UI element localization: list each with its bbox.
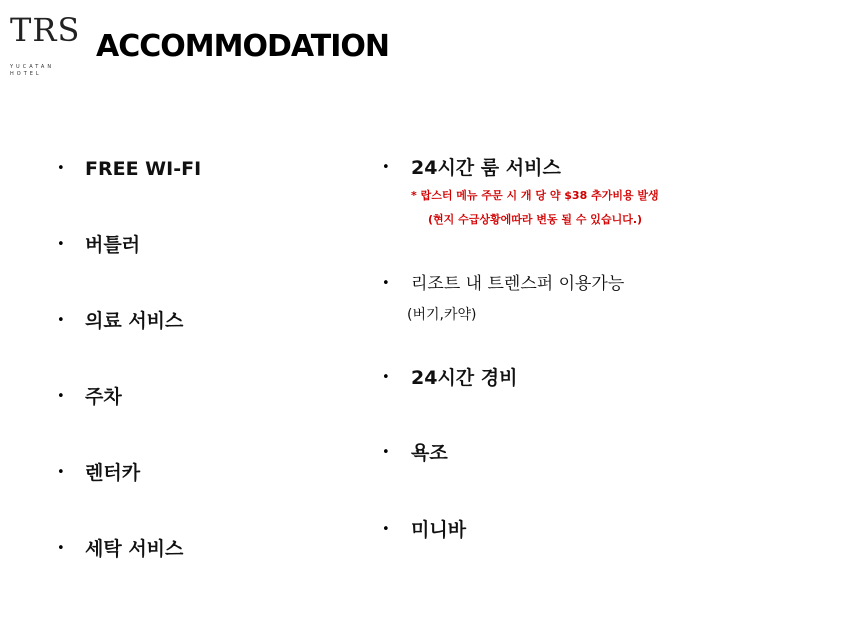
- bullet-icon: •: [57, 389, 65, 404]
- bullet-icon: •: [382, 160, 390, 175]
- bullet-icon: •: [382, 276, 390, 291]
- bullet-icon: •: [382, 445, 390, 460]
- bullet-icon: •: [57, 465, 65, 480]
- transfer-options: (버기,카약): [407, 307, 477, 323]
- page-title: ACCOMMODATION: [96, 29, 389, 64]
- amenity-label: 주차: [85, 386, 122, 408]
- amenity-label: 욕조: [411, 442, 448, 464]
- logo-subtitle-line2: HOTEL: [10, 71, 42, 77]
- amenity-label: 리조트 내 트렌스퍼 이용가능: [411, 274, 625, 294]
- bullet-icon: •: [382, 522, 390, 537]
- bullet-icon: •: [382, 370, 390, 385]
- bullet-icon: •: [57, 161, 65, 176]
- amenity-label: 세탁 서비스: [85, 538, 184, 560]
- amenity-label: 24시간 경비: [411, 367, 518, 389]
- hotel-logo: [8, 10, 81, 80]
- amenity-label: 미니바: [411, 519, 467, 541]
- amenity-label: 의료 서비스: [85, 310, 184, 332]
- logo-mark: TRS: [10, 11, 81, 49]
- surcharge-note-detail: (현지 수급상황에따라 변동 될 수 있습니다.): [428, 213, 643, 226]
- amenity-label: FREE WI-FI: [85, 158, 202, 180]
- amenity-label: 24시간 룸 서비스: [411, 157, 561, 179]
- bullet-icon: •: [57, 237, 65, 252]
- surcharge-note: * 랍스터 메뉴 주문 시 개 당 약 $38 추가비용 발생: [411, 189, 659, 202]
- bullet-icon: •: [57, 541, 65, 556]
- logo-subtitle-line1: YUCATAN: [10, 64, 55, 70]
- amenity-label: 렌터카: [85, 462, 141, 484]
- bullet-icon: •: [57, 313, 65, 328]
- amenity-label: 버틀러: [85, 234, 141, 256]
